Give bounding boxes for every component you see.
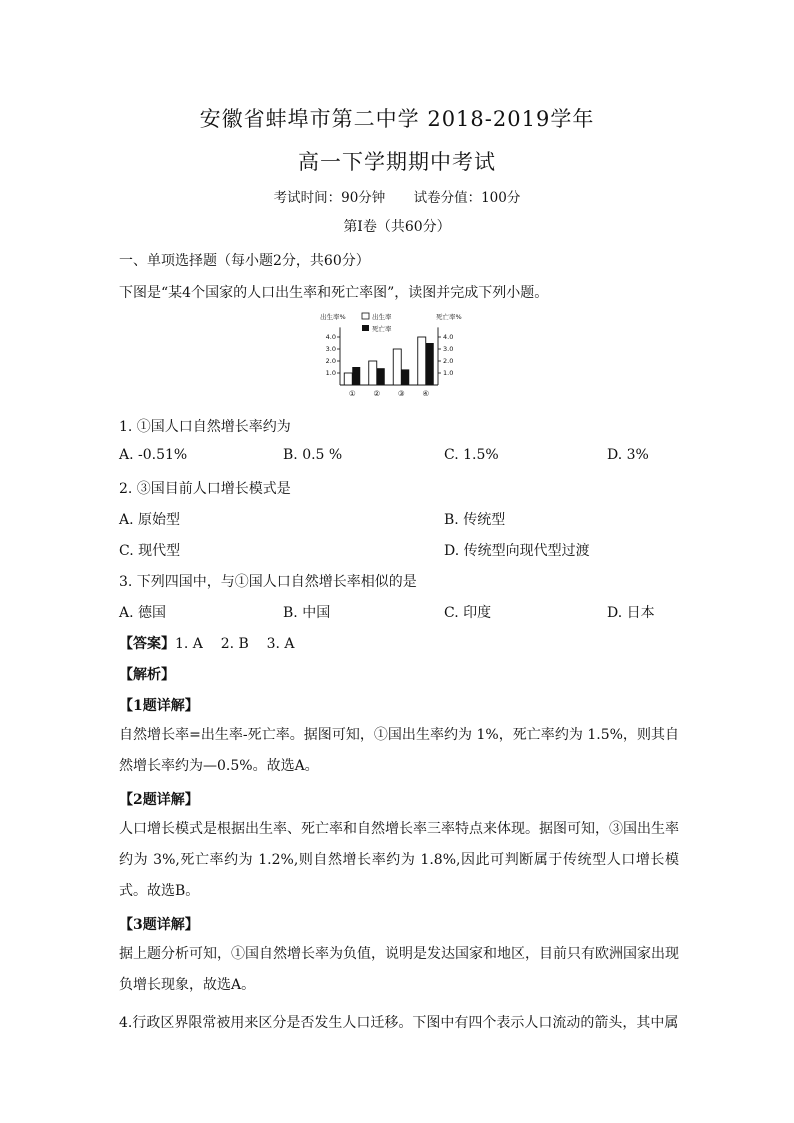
category-label: ③	[397, 389, 405, 398]
exam-score: 试卷分值：100分	[413, 190, 521, 206]
detail-2-label: 【2题详解】	[119, 792, 199, 808]
y-tick-label-left: 1.0	[325, 369, 336, 378]
question-2-stem: 2. ③国目前人口增长模式是	[119, 481, 291, 497]
detail-3-text: 据上题分析可知，①国自然增长率为负值，说明是发达国家和地区，目前只有欧洲国家出现负增长现象，故选A。	[119, 946, 679, 993]
y-tick-label-right: 3.0	[443, 345, 454, 354]
answer-label: 【答案】	[119, 636, 175, 652]
legend-birth-swatch	[362, 313, 369, 319]
exam-meta	[0, 186, 794, 206]
bar-death-rate	[401, 369, 409, 385]
page-title: 安徽省蚌埠市第二中学 2018-2019学年	[199, 107, 595, 131]
question-3-option-c[interactable]: C. 印度	[444, 605, 492, 621]
detail-3-label: 【3题详解】	[119, 917, 199, 933]
legend-death-swatch	[362, 325, 369, 331]
detail-1-text: 自然增长率=出生率-死亡率。据图可知，①国出生率约为 1%，死亡率约为 1.5%，则其自然增长率约为—0.5%。故选A。	[119, 727, 679, 774]
question-2-option-b[interactable]: B. 传统型	[444, 512, 506, 528]
analysis-label: 【解析】	[119, 667, 175, 683]
bar-birth-rate	[393, 349, 401, 385]
y-tick-label-right: 4.0	[443, 333, 454, 342]
question-3-option-a[interactable]: A. 德国	[119, 605, 167, 621]
bar-birth-rate	[344, 373, 352, 385]
question-2-option-c[interactable]: C. 现代型	[119, 543, 181, 559]
question-1-option-d[interactable]: D. 3%	[607, 447, 649, 463]
exam-time: 考试时间：90分钟	[273, 190, 386, 206]
legend-death-label: 死亡率	[372, 325, 392, 333]
detail-1-label: 【1题详解】	[119, 698, 199, 714]
bar-birth-rate	[369, 361, 377, 385]
y-tick-label-left: 2.0	[325, 357, 336, 366]
question-3-option-b[interactable]: B. 中国	[283, 605, 331, 621]
category-label: ②	[373, 389, 381, 398]
volume-heading: 第Ⅰ卷（共60分）	[343, 219, 451, 235]
category-label: ④	[422, 389, 430, 398]
category-label: ①	[348, 389, 356, 398]
answer-values: 1. A 2. B 3. A	[175, 636, 295, 652]
birth-death-rate-chart	[318, 310, 478, 402]
y-tick-label-right: 2.0	[443, 357, 454, 366]
bar-death-rate	[426, 343, 434, 385]
question-2-option-d[interactable]: D. 传统型向现代型过渡	[444, 543, 590, 559]
question-1-stem: 1. ①国人口自然增长率约为	[119, 419, 291, 435]
bar-death-rate	[352, 367, 360, 385]
page-subtitle: 高一下学期期中考试	[298, 150, 496, 174]
y-tick-label-left: 3.0	[325, 345, 336, 354]
question-3-stem: 3. 下列四国中，与①国人口自然增长率相似的是	[119, 574, 417, 590]
question-2-option-a[interactable]: A. 原始型	[119, 512, 181, 528]
y-label-left: 出生率%	[320, 313, 346, 321]
section-intro: 下图是“某4个国家的人口出生率和死亡率图”，读图并完成下列小题。	[119, 285, 549, 301]
detail-2-text: 人口增长模式是根据出生率、死亡率和自然增长率三率特点来体现。据图可知，③国出生率约为 3%,死亡率约为 1.2%,则自然增长率约为 1.8%,因此可判断属于传统型人口增长模式。故选B。	[119, 821, 679, 899]
bar-birth-rate	[418, 337, 426, 385]
question-1-option-c[interactable]: C. 1.5%	[444, 447, 499, 463]
question-1-option-b[interactable]: B. 0.5 %	[283, 447, 343, 463]
y-tick-label-right: 1.0	[443, 369, 454, 378]
y-tick-label-left: 4.0	[325, 333, 336, 342]
question-3-option-d[interactable]: D. 日本	[607, 605, 655, 621]
bar-death-rate	[377, 368, 385, 385]
legend-birth-label: 出生率	[372, 313, 392, 321]
question-1-option-a[interactable]: A. -0.51%	[119, 447, 188, 463]
answer-line	[119, 633, 295, 653]
question-4-stem: 4.行政区界限常被用来区分是否发生人口迁移。下图中有四个表示人口流动的箭头，其中属	[119, 1015, 679, 1031]
section-heading: 一、单项选择题（每小题2分，共60分）	[119, 253, 370, 269]
y-label-right: 死亡率%	[436, 313, 462, 321]
